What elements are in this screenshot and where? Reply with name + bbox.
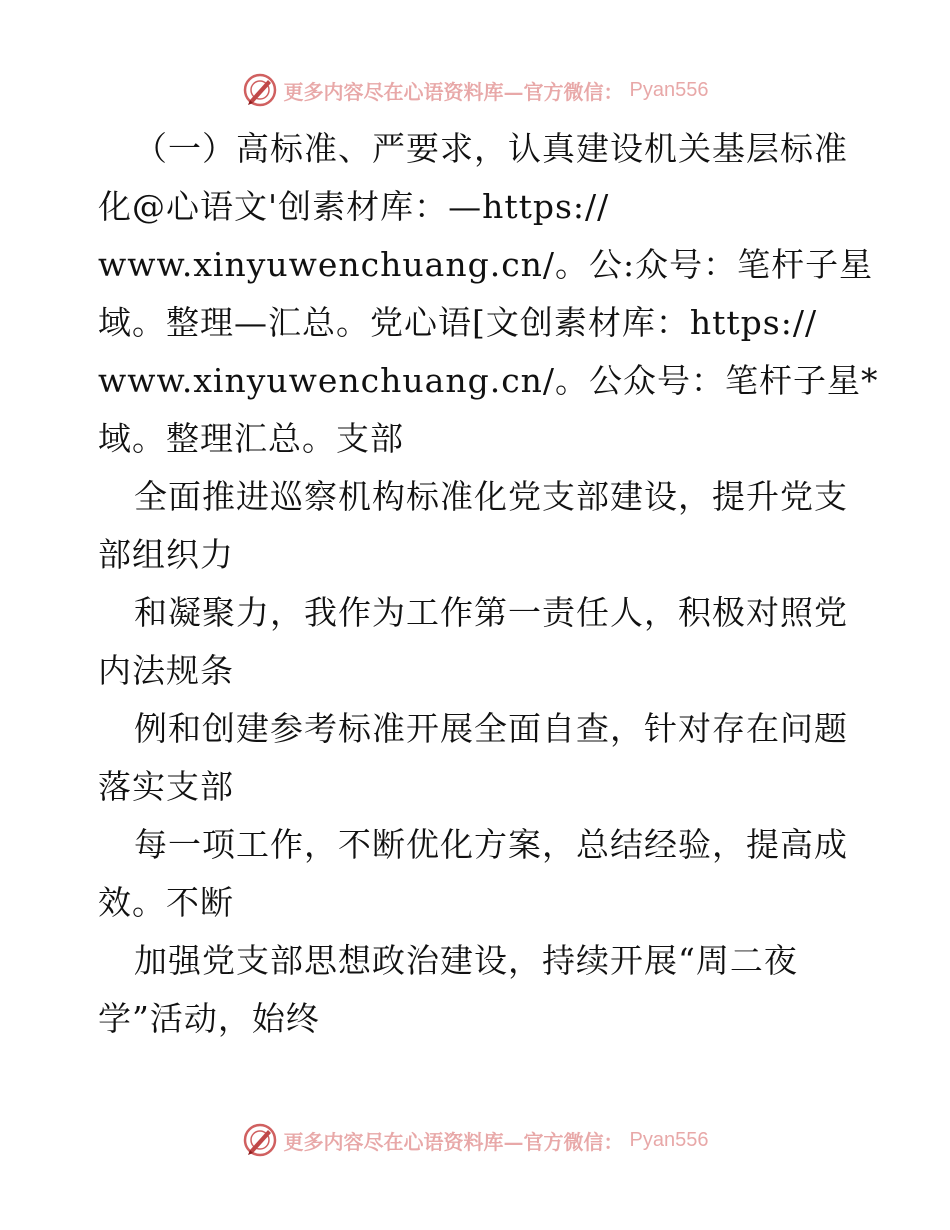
- header-banner-contact: Pyan556: [629, 78, 709, 101]
- pen-circle-logo-icon: [242, 1122, 278, 1158]
- pen-circle-logo-icon: [242, 72, 278, 108]
- body-line: 和凝聚力，我作为工作第一责任人，积极对照党: [134, 593, 848, 632]
- document-body: [98, 120, 879, 1048]
- body-line: 效。不断: [98, 883, 234, 922]
- footer-banner-text: 更多内容尽在心语资料库—官方微信：: [283, 1129, 624, 1154]
- body-line: 域。整理—汇总。党心语[文创素材库：https://: [98, 303, 818, 342]
- body-line: 化@心语文'创素材库：—https://: [98, 187, 610, 226]
- body-line: 全面推进巡察机构标准化党支部建设，提升党支: [134, 477, 848, 516]
- header-banner: [0, 70, 950, 110]
- body-line: 加强党支部思想政治建设，持续开展“周二夜: [134, 941, 798, 980]
- body-line: 例和创建参考标准开展全面自查，针对存在问题: [134, 709, 848, 748]
- body-line: 学”活动，始终: [98, 999, 320, 1038]
- footer-banner-contact: Pyan556: [629, 1128, 709, 1151]
- body-line: 部组织力: [98, 535, 234, 574]
- body-line: 域。整理汇总。支部: [98, 419, 404, 458]
- body-line: 内法规条: [98, 651, 234, 690]
- body-line: 每一项工作，不断优化方案，总结经验，提高成: [134, 825, 848, 864]
- body-line: （一）高标准、严要求，认真建设机关基层标准: [134, 129, 848, 168]
- footer-banner: [0, 1120, 950, 1160]
- body-line: 落实支部: [98, 767, 234, 806]
- body-line: www.xinyuwenchuang.cn/。公众号：笔杆子星*: [98, 361, 879, 400]
- body-line: www.xinyuwenchuang.cn/。公:众号：笔杆子星: [98, 245, 874, 284]
- header-banner-text: 更多内容尽在心语资料库—官方微信：: [283, 79, 624, 104]
